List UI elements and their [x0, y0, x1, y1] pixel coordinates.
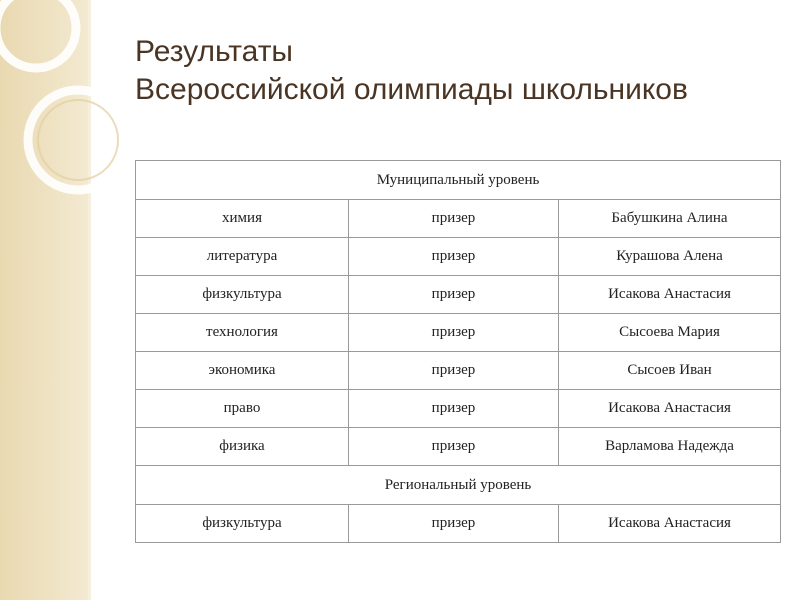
result-cell: призер	[349, 238, 559, 276]
subject-cell: технология	[136, 314, 349, 352]
subject-cell: физкультура	[136, 505, 349, 543]
participant-name-cell: Сысоева Мария	[559, 314, 781, 352]
level-header-row	[136, 466, 781, 505]
result-cell: призер	[349, 505, 559, 543]
participant-name-cell: Бабушкина Алина	[559, 200, 781, 238]
result-cell: призер	[349, 428, 559, 466]
participant-name-cell: Курашова Алена	[559, 238, 781, 276]
table-row	[136, 428, 781, 466]
result-cell: призер	[349, 314, 559, 352]
participant-name-cell: Исакова Анастасия	[559, 390, 781, 428]
result-cell: призер	[349, 200, 559, 238]
level-header: Региональный уровень	[136, 466, 781, 505]
title-line-1: Результаты	[135, 35, 293, 68]
decorative-rings	[0, 0, 130, 200]
subject-cell: право	[136, 390, 349, 428]
result-cell: призер	[349, 276, 559, 314]
table-row	[136, 238, 781, 276]
participant-name-cell: Исакова Анастасия	[559, 505, 781, 543]
decorative-ring-inner	[38, 100, 118, 180]
results-table-body	[136, 161, 781, 543]
table-row	[136, 505, 781, 543]
page-title	[135, 33, 775, 109]
participant-name-cell: Варламова Надежда	[559, 428, 781, 466]
table-row	[136, 200, 781, 238]
results-table	[135, 160, 781, 543]
subject-cell: физика	[136, 428, 349, 466]
subject-cell: физкультура	[136, 276, 349, 314]
level-header: Муниципальный уровень	[136, 161, 781, 200]
table-row	[136, 314, 781, 352]
decorative-ring-top	[0, 0, 76, 68]
result-cell: призер	[349, 390, 559, 428]
results-table-container	[135, 160, 780, 543]
level-header-row	[136, 161, 781, 200]
table-row	[136, 276, 781, 314]
participant-name-cell: Сысоев Иван	[559, 352, 781, 390]
table-row	[136, 390, 781, 428]
participant-name-cell: Исакова Анастасия	[559, 276, 781, 314]
title-line-2: Всероссийской олимпиады школьников	[135, 73, 688, 106]
result-cell: призер	[349, 352, 559, 390]
table-row	[136, 352, 781, 390]
subject-cell: экономика	[136, 352, 349, 390]
decorative-ring-bottom	[28, 90, 128, 190]
subject-cell: литература	[136, 238, 349, 276]
subject-cell: химия	[136, 200, 349, 238]
